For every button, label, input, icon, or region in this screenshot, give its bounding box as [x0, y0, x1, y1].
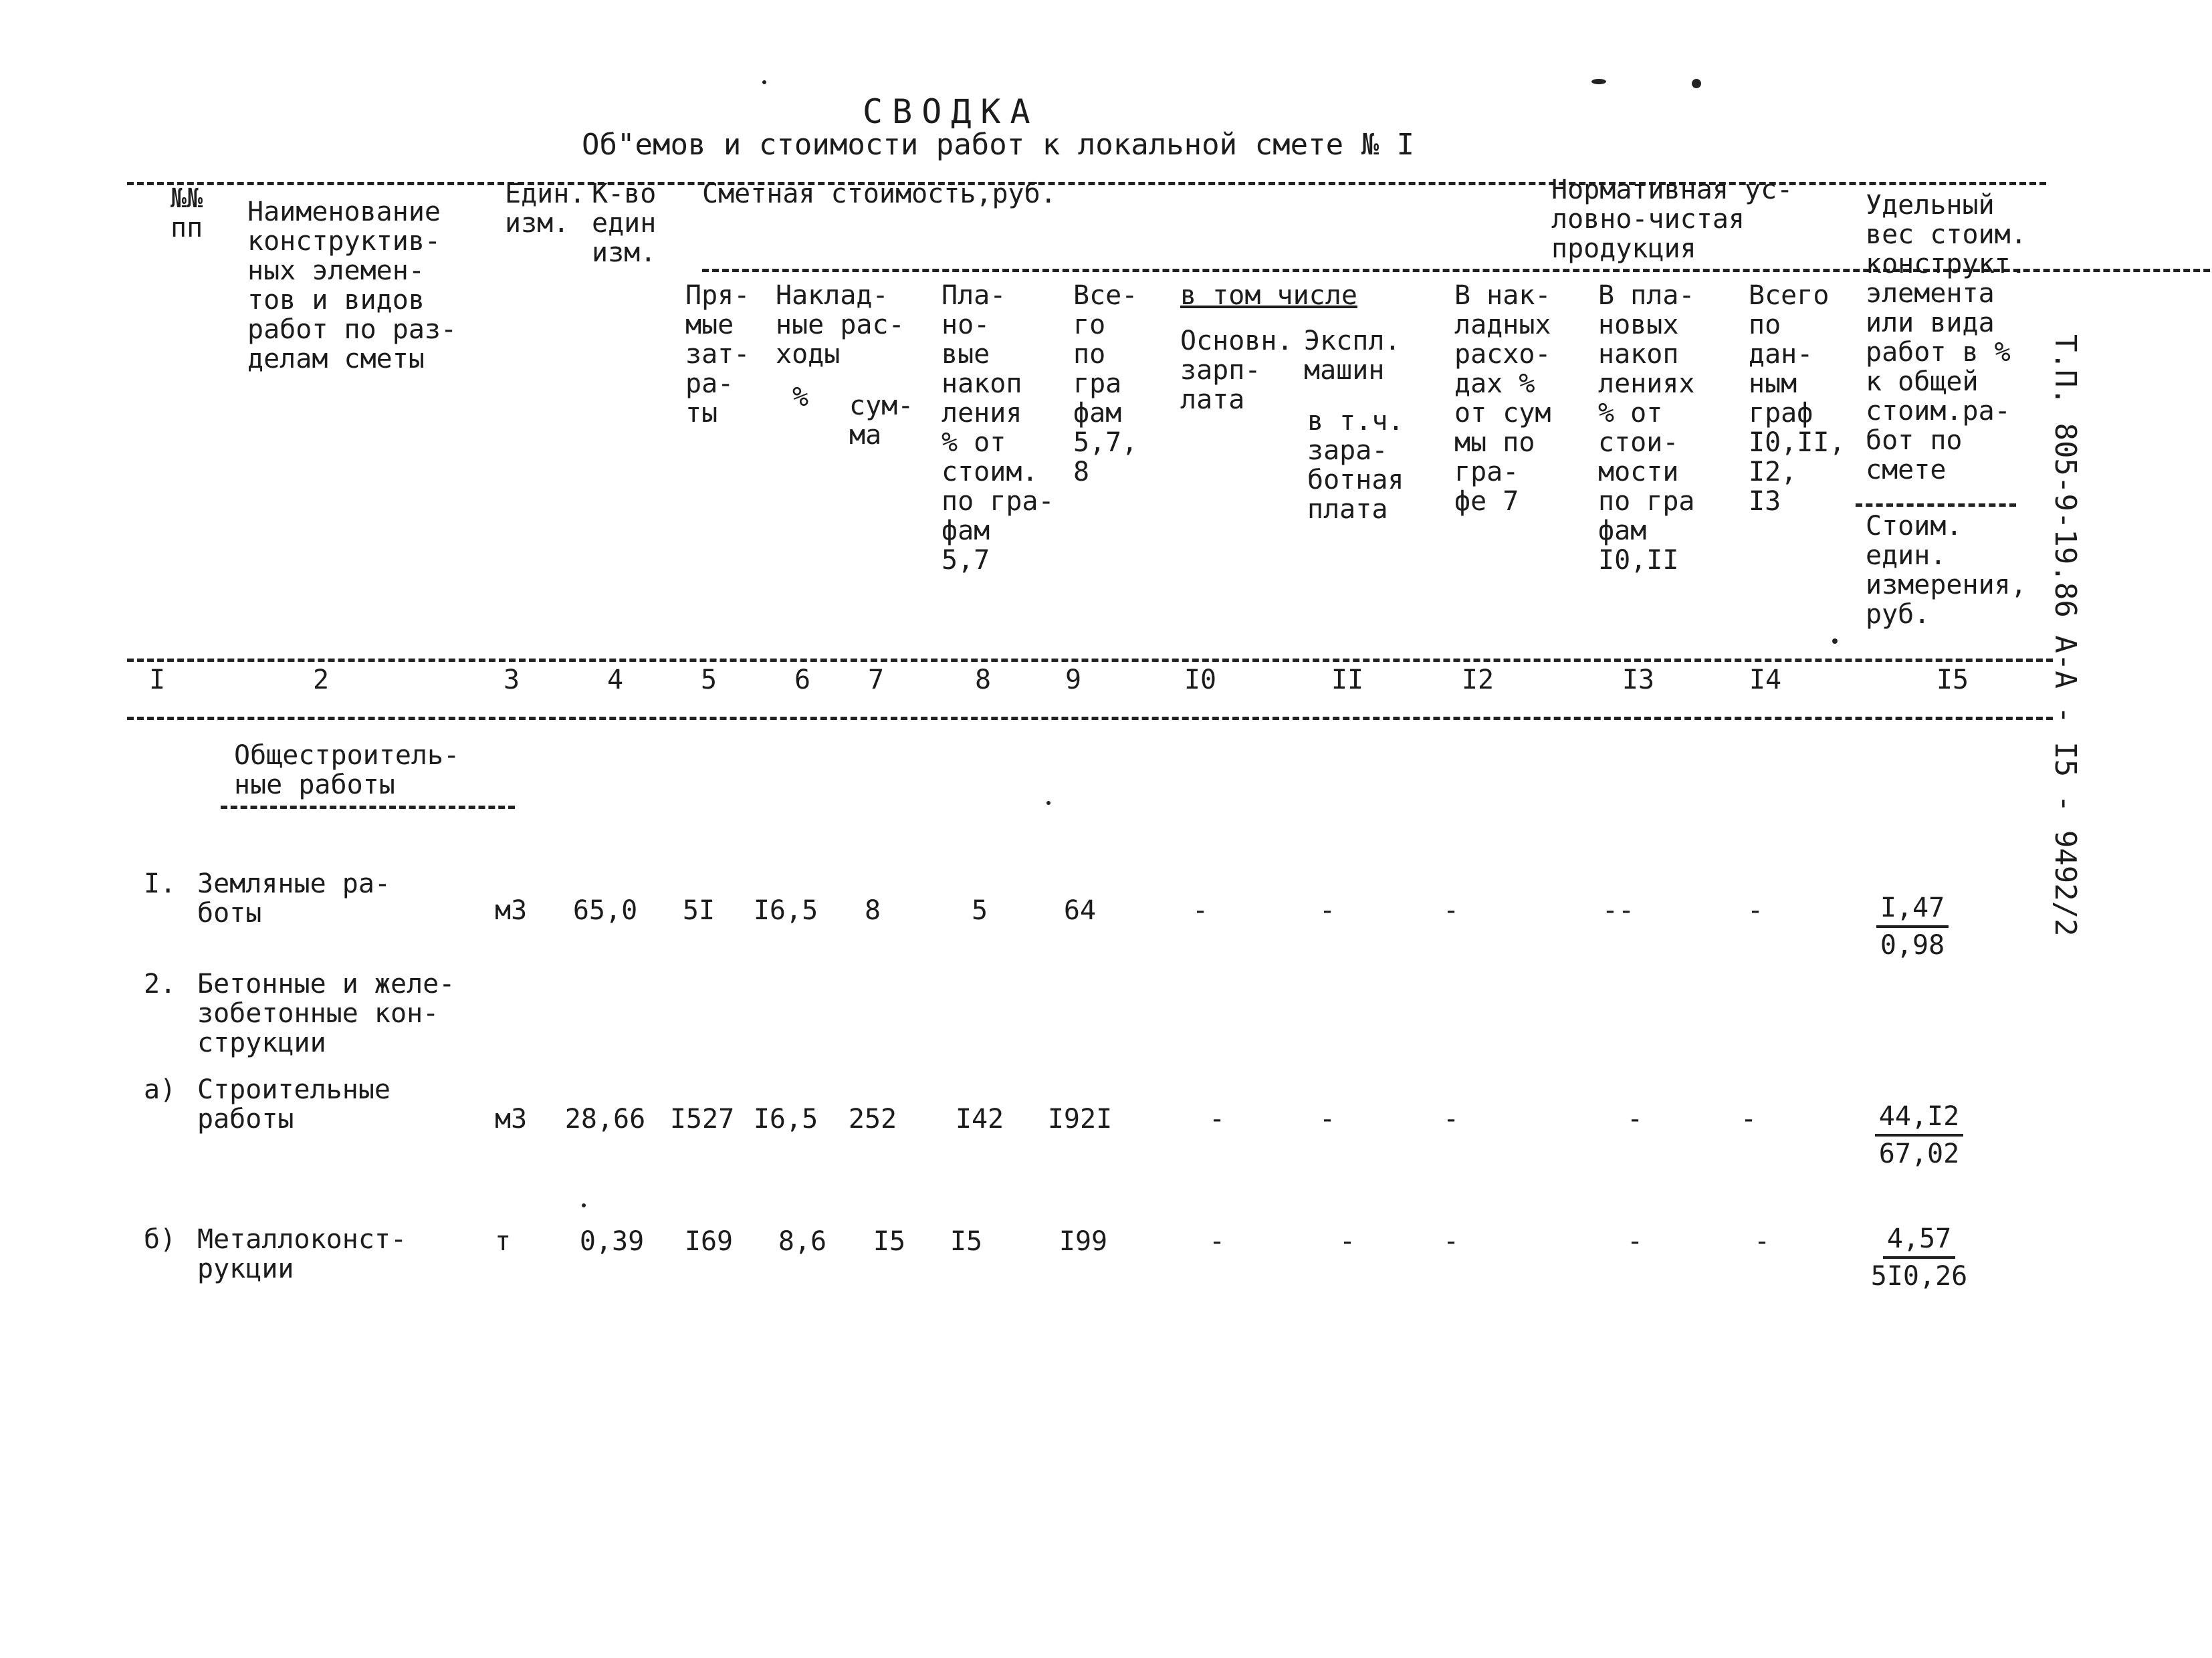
column-number: 2: [312, 665, 330, 695]
row-machine-operation: -: [1319, 1104, 1336, 1135]
row-number: б): [144, 1224, 177, 1255]
scan-speck: [1832, 638, 1838, 644]
header-overhead-group: Наклад- ные рас- ходы: [776, 280, 905, 370]
row-total: I99: [1059, 1226, 1108, 1257]
row-direct-costs: 5I: [682, 895, 715, 926]
row-name: Бетонные и желе- зобетонные кон- струкции: [197, 969, 455, 1058]
row-total-normative: -: [1747, 895, 1764, 926]
header-planned-share: В пла- новых накоп лениях % от стои- мости по гра фам I0,II: [1598, 280, 1695, 576]
row-number: 2.: [144, 969, 177, 999]
row-total: I92I: [1047, 1104, 1113, 1135]
row-quantity: 0,39: [579, 1226, 645, 1257]
row-unit: т: [495, 1226, 512, 1257]
header-planned-savings: Пла- но- вые накоп ления % от стоим. по гра- фам 5,7: [942, 280, 1055, 576]
row-planned-savings: I42: [955, 1104, 1004, 1135]
row-overhead-share: -: [1442, 1226, 1460, 1257]
row-share-fraction: [1846, 1099, 1993, 1171]
scan-speck: [1591, 79, 1606, 84]
scan-speck: [1692, 79, 1701, 88]
section-title-rule: [221, 806, 515, 809]
column-numbers-bottom-rule: [127, 717, 2053, 720]
row-specific-weight: I,47: [1876, 891, 1949, 928]
row-specific-weight: 44,I2: [1875, 1099, 1963, 1137]
row-planned-savings: 5: [971, 895, 988, 926]
row-unit-cost: 5I0,26: [1870, 1261, 1968, 1292]
row-overhead-share: -: [1442, 1104, 1460, 1135]
row-name: Строительные работы: [197, 1074, 391, 1135]
column-number: II: [1331, 665, 1364, 695]
row-quantity: 28,66: [564, 1104, 646, 1135]
row-total-normative: -: [1740, 1104, 1757, 1135]
header-number: №№ пп: [171, 183, 203, 243]
column-numbers-top-rule: [127, 659, 2053, 662]
column-number: I3: [1622, 665, 1655, 695]
row-overhead-percent: I6,5: [753, 895, 818, 926]
row-quantity: 65,0: [572, 895, 638, 926]
row-planned-share: -: [1626, 1104, 1644, 1135]
column-number: 6: [794, 665, 811, 695]
header-overhead-share: В нак- ладных расхо- дах % от сум мы по гра- фе 7: [1454, 280, 1551, 517]
header-unit: Един. изм.: [505, 179, 586, 239]
document-title: СВОДКА: [863, 92, 1040, 131]
row-base-salary: -: [1208, 1226, 1226, 1257]
row-planned-share: --: [1601, 895, 1635, 926]
header-unit-cost: Стоим. един. измерения, руб.: [1866, 511, 2027, 630]
row-machine-operation: -: [1319, 895, 1336, 926]
header-estimated-cost-group: Сметная стоимость,руб.: [702, 179, 1057, 209]
row-planned-share: -: [1626, 1226, 1644, 1257]
row-unit: м3: [495, 895, 528, 926]
row-overhead-percent: 8,6: [778, 1226, 827, 1257]
column-number: 8: [974, 665, 992, 695]
document-subtitle: Об"емов и стоимости работ к локальной смете № I: [582, 128, 1415, 162]
row-name: Земляные ра- боты: [197, 868, 391, 929]
row-direct-costs: I69: [684, 1226, 734, 1257]
row-unit-cost: 0,98: [1880, 930, 1945, 961]
header-machine-operation: Экспл. машин: [1304, 326, 1401, 386]
header-overhead-sum: сум- ма: [849, 390, 914, 451]
header-col15-rule: [1856, 503, 2016, 507]
row-specific-weight: 4,57: [1883, 1221, 1955, 1259]
row-share-fraction: [1846, 891, 1979, 963]
row-unit: м3: [495, 1104, 528, 1135]
row-share-fraction: [1846, 1221, 1993, 1294]
header-including-group: в том числе: [1180, 280, 1357, 311]
header-total-normative: Всего по дан- ным граф I0,II, I2, I3: [1749, 280, 1846, 517]
row-overhead-sum: 8: [864, 895, 881, 926]
header-machine-salary: в т.ч. зара- ботная плата: [1307, 406, 1404, 525]
scan-speck: [762, 80, 766, 84]
header-quantity: К-во един изм.: [592, 179, 657, 268]
header-name: Наименование конструктив- ных элемен- тов и видов работ по раз- делам сметы: [247, 197, 457, 374]
row-base-salary: -: [1192, 895, 1209, 926]
row-overhead-sum: 252: [848, 1104, 897, 1135]
row-total: 64: [1063, 895, 1097, 926]
row-overhead-sum: I5: [873, 1226, 906, 1257]
column-number: 5: [700, 665, 717, 695]
column-number: I5: [1936, 665, 1969, 695]
header-base-salary: Основн. зарп- лата: [1180, 326, 1293, 415]
column-number: I0: [1184, 665, 1217, 695]
row-name: Металлоконст- рукции: [197, 1224, 407, 1284]
column-number: I2: [1461, 665, 1495, 695]
row-total-normative: -: [1753, 1226, 1771, 1257]
row-base-salary: -: [1208, 1104, 1226, 1135]
row-unit-cost: 67,02: [1878, 1139, 1960, 1169]
row-planned-savings: I5: [950, 1226, 983, 1257]
row-overhead-percent: I6,5: [753, 1104, 818, 1135]
scan-speck: [582, 1203, 586, 1207]
header-normative-group: Нормативная ус- ловно-чистая продукция: [1551, 174, 1793, 264]
column-number: 4: [606, 665, 624, 695]
row-number: а): [144, 1074, 177, 1105]
column-number: I4: [1749, 665, 1782, 695]
header-specific-weight: Удельный вес стоим. конструкт. элемента или вида работ в % к общей стоим.ра- бот по смете: [1866, 190, 2027, 485]
row-machine-operation: -: [1339, 1226, 1356, 1257]
column-number: 7: [867, 665, 885, 695]
row-number: I.: [144, 868, 177, 899]
column-number: I: [148, 665, 166, 695]
column-number: 3: [503, 665, 520, 695]
side-stamp: Т.П. 805-9-19.86 А-А - I5 - 9492/2: [2048, 334, 2082, 937]
header-total: Все- го по гра фам 5,7, 8: [1073, 280, 1138, 487]
column-number: 9: [1065, 665, 1082, 695]
section-title: Общестроитель- ные работы: [234, 740, 460, 800]
row-overhead-share: -: [1442, 895, 1460, 926]
header-direct-costs: Пря- мые зат- ра- ты: [685, 280, 750, 429]
row-direct-costs: I527: [669, 1104, 735, 1135]
header-overhead-percent: %: [792, 382, 809, 412]
scan-speck: [1046, 801, 1050, 805]
